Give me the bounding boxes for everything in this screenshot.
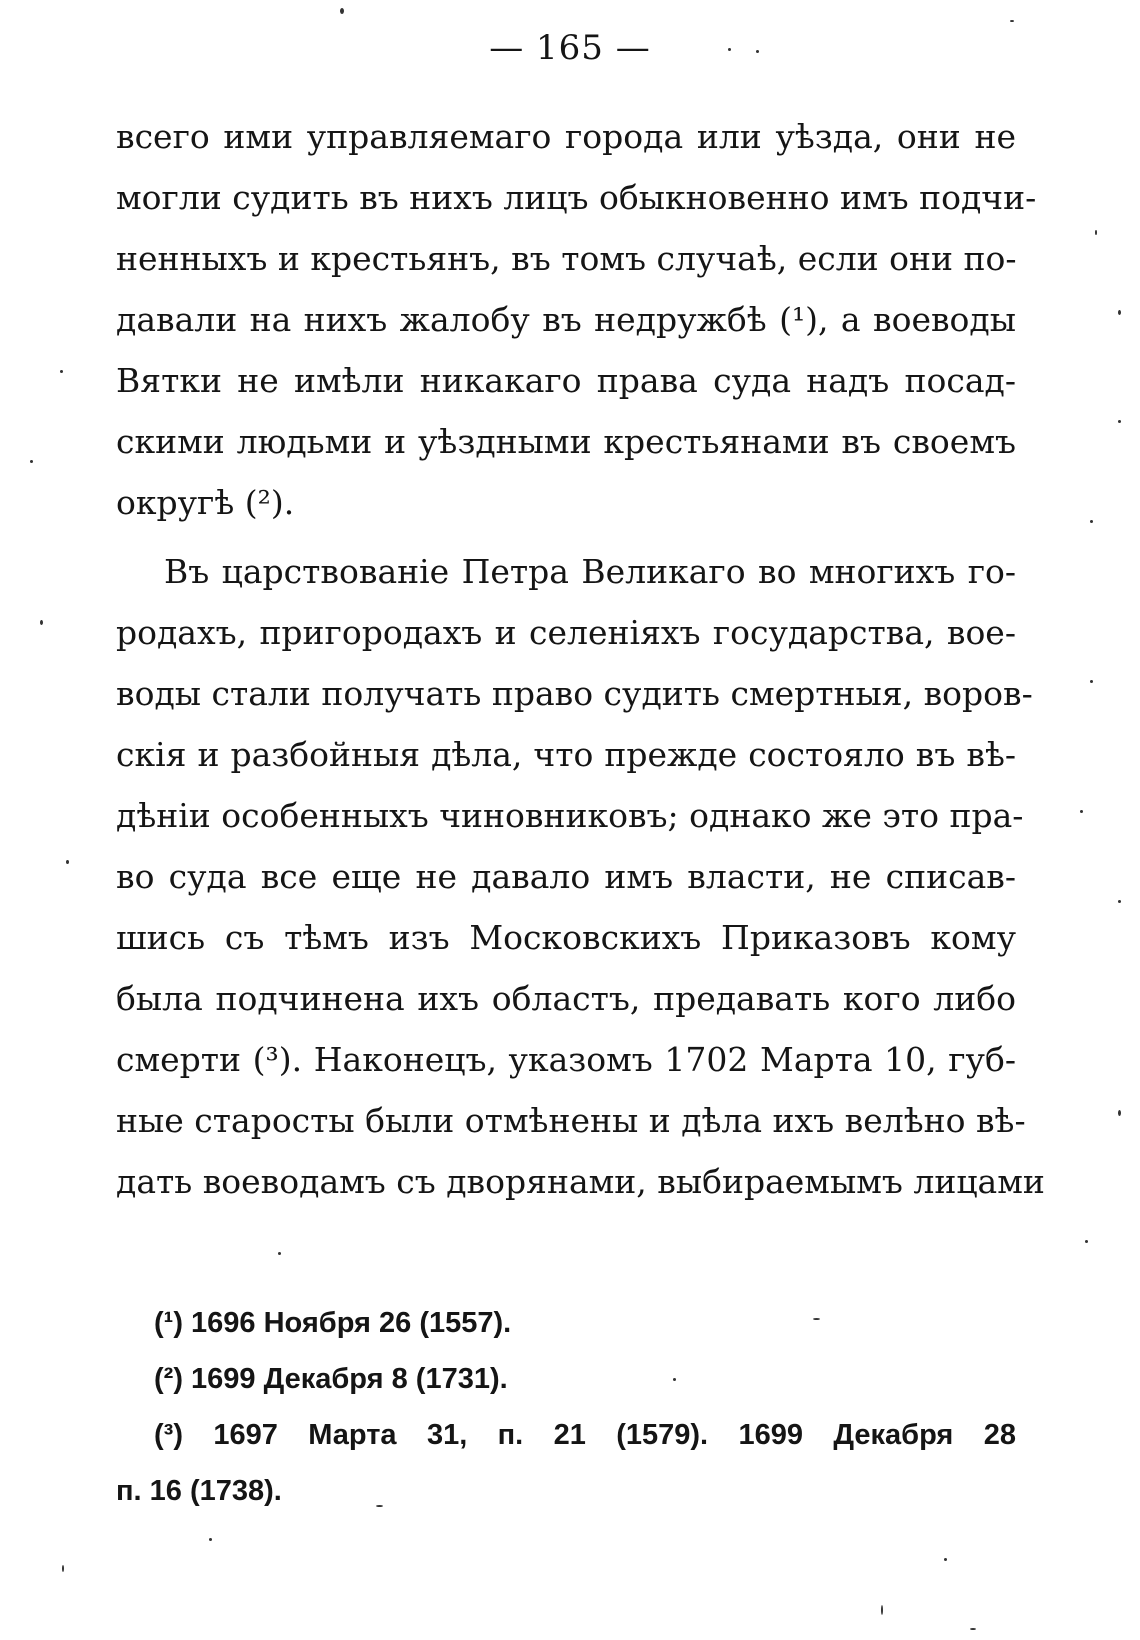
footnote: п. 16 (1738). bbox=[116, 1475, 282, 1507]
text-line: Вятки не имѣли никакаго права суда надъ посад- bbox=[116, 361, 1016, 400]
scan-speck bbox=[30, 460, 33, 463]
scan-speck bbox=[40, 620, 43, 625]
scan-speck bbox=[1118, 420, 1121, 423]
paragraph-gap bbox=[116, 533, 1016, 541]
footnote: (²) 1699 Декабря 8 (1731). bbox=[154, 1363, 508, 1395]
text-line: родахъ, пригородахъ и селеніяхъ государства, вое- bbox=[116, 613, 1016, 652]
text-line: шись съ тѣмъ изъ Московскихъ Приказовъ кому bbox=[116, 918, 1016, 957]
scan-speck bbox=[1118, 900, 1121, 903]
page-number: — 165 — bbox=[489, 28, 651, 68]
scan-speck bbox=[278, 1252, 281, 1255]
scan-speck bbox=[1118, 1110, 1121, 1116]
scan-speck bbox=[1118, 310, 1121, 315]
text-line: во суда все еще не давало имъ власти, не списав- bbox=[116, 857, 1016, 896]
text-line: Въ царствованіе Петра Великаго во многихъ го- bbox=[164, 552, 1016, 591]
text-line: скія и разбойныя дѣла, что прежде состояло въ вѣ- bbox=[116, 735, 1016, 774]
text-line: ненныхъ и крестьянъ, въ томъ случаѣ, если они по- bbox=[116, 239, 1017, 278]
scan-speck bbox=[1095, 230, 1097, 235]
scan-speck bbox=[209, 1538, 212, 1541]
scan-speck bbox=[1085, 1240, 1088, 1243]
text-line: скими людьми и уѣздными крестьянами въ своемъ bbox=[116, 422, 1016, 461]
scan-speck bbox=[756, 50, 759, 53]
text-line: дѣніи особенныхъ чиновниковъ; однако же это пра- bbox=[116, 796, 1024, 835]
text-line: воды стали получать право судить смертныя, воров- bbox=[116, 674, 1033, 713]
scan-speck bbox=[1090, 680, 1093, 683]
scan-speck bbox=[728, 48, 731, 51]
scan-speck bbox=[673, 1378, 676, 1381]
scan-speck bbox=[944, 1558, 947, 1561]
footnote: (³) 1697 Марта 31, п. 21 (1579). 1699 Декабря 28 bbox=[154, 1419, 1016, 1451]
scan-speck bbox=[1090, 520, 1093, 523]
text-line: смерти (³). Наконецъ, указомъ 1702 Марта 10, губ- bbox=[116, 1040, 1016, 1079]
text-line: давали на нихъ жалобу въ недружбѣ (¹), а воеводы bbox=[116, 300, 1016, 339]
scan-speck bbox=[970, 1628, 976, 1630]
scan-speck bbox=[1010, 20, 1014, 22]
scan-speck bbox=[66, 860, 69, 864]
footnote: (¹) 1696 Ноября 26 (1557). bbox=[154, 1307, 512, 1339]
scan-speck bbox=[62, 1565, 64, 1572]
scan-speck bbox=[1080, 810, 1083, 813]
text-line: ные старосты были отмѣнены и дѣла ихъ велѣно вѣ- bbox=[116, 1101, 1026, 1140]
text-line: всего ими управляемаго города или уѣзда, они не bbox=[116, 117, 1016, 156]
text-line: могли судить въ нихъ лицъ обыкновенно имъ подчи- bbox=[116, 178, 1037, 217]
scan-speck bbox=[881, 1605, 883, 1615]
scan-speck bbox=[376, 1505, 383, 1507]
text-line: дать воеводамъ съ дворянами, выбираемымъ лицами bbox=[116, 1162, 1045, 1201]
scan-speck bbox=[340, 8, 344, 14]
footnotes bbox=[116, 1295, 1016, 1519]
scan-speck bbox=[813, 1318, 820, 1320]
text-line: была подчинена ихъ областъ, предавать кого либо bbox=[116, 979, 1016, 1018]
text-line: округѣ (²). bbox=[116, 483, 295, 522]
body-text bbox=[116, 106, 1045, 1212]
scan-speck bbox=[60, 370, 63, 373]
